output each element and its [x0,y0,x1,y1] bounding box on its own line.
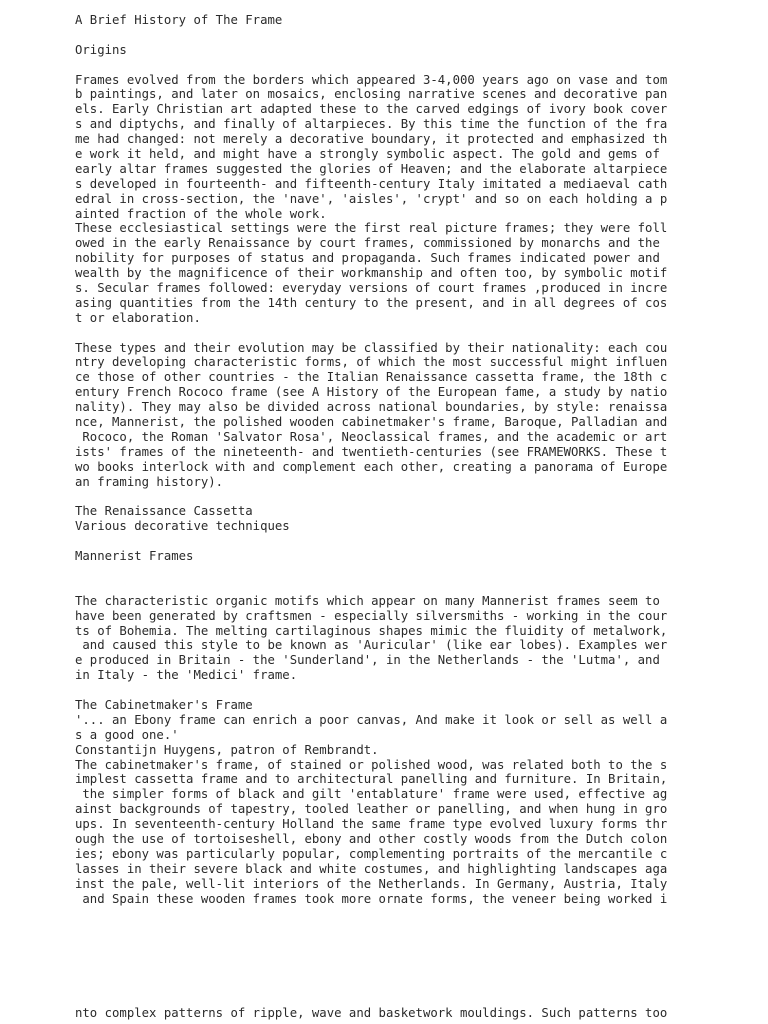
text-line: s developed in fourteenth- and fifteenth-century Italy imitated a mediaeval cath [75,176,668,191]
text-line: nobility for purposes of status and propaganda. Such frames indicated power and [75,251,660,266]
continued-text-line: nto complex patterns of ripple, wave and basketwork mouldings. Such patterns too [75,1006,668,1020]
text-line: e work it held, and might have a strongly symbolic aspect. The gold and gems of [75,147,660,162]
text-line: Mannerist Frames [75,549,194,564]
text-line: ies; ebony was particularly popular, complementing portraits of the mercantile c [75,846,668,861]
text-line: s a good one.' [75,727,179,742]
blank-line [75,58,695,73]
text-line: The cabinetmaker's frame, of stained or polished wood, was related both to the s [75,757,668,772]
text-line: b paintings, and later on mosaics, enclosing narrative scenes and decorative pan [75,87,668,102]
text-line: wo books interlock with and complement each other, creating a panorama of Europe [75,459,668,474]
text-line: lasses in their severe black and white costumes, and highlighting landscapes aga [75,861,668,876]
text-line: ce those of other countries - the Italian Renaissance cassetta frame, the 18th c [75,370,668,385]
text-line: The Cabinetmaker's Frame [75,697,253,712]
text-line: have been generated by craftsmen - especially silversmiths - working in the cour [75,608,668,623]
blank-line [75,28,695,43]
text-line: ts of Bohemia. The melting cartilaginous shapes mimic the fluidity of metalwork, [75,623,668,638]
blank-line [75,564,695,579]
text-line: Origins [75,42,127,57]
text-line: an framing history). [75,474,224,489]
text-line: ntry developing characteristic forms, of which the most successful might influen [75,355,668,370]
text-line: implest cassetta frame and to architectural panelling and furniture. In Britain, [75,772,668,787]
text-line: s. Secular frames followed: everyday versions of court frames ,produced in incre [75,281,668,296]
text-line: owed in the early Renaissance by court frames, commissioned by monarchs and the [75,236,660,251]
text-line: entury French Rococo frame (see A History of the European fame, a study by natio [75,385,668,400]
text-line: A Brief History of The Frame [75,13,283,27]
text-line: edral in cross-section, the 'nave', 'aisles', 'crypt' and so on each holding a p [75,191,668,206]
text-line: Various decorative techniques [75,519,290,534]
text-line: early altar frames suggested the glories of Heaven; and the elaborate altarpiece [75,161,668,176]
text-line: e produced in Britain - the 'Sunderland', in the Netherlands - the 'Lutma', and [75,653,660,668]
text-line: Constantijn Huygens, patron of Rembrandt. [75,742,379,757]
blank-line [75,579,695,594]
blank-line [75,490,695,505]
text-line: '... an Ebony frame can enrich a poor canvas, And make it look or sell as well a [75,712,668,727]
text-line: nality). They may also be divided across national boundaries, by style: renaissa [75,400,668,415]
text-line: ough the use of tortoiseshell, ebony and other costly woods from the Dutch colon [75,831,668,846]
text-line: wealth by the magnificence of their workmanship and often too, by symbolic motif [75,266,668,281]
text-line: nce, Mannerist, the polished wooden cabinetmaker's frame, Baroque, Palladian and [75,415,668,430]
text-line: The characteristic organic motifs which appear on many Mannerist frames seem to [75,593,660,608]
document-body [75,13,695,906]
text-line: t or elaboration. [75,310,201,325]
text-line: and Spain these wooden frames took more ornate forms, the veneer being worked i [75,891,668,906]
text-line: me had changed: not merely a decorative boundary, it protected and emphasized th [75,132,668,147]
text-line: These ecclesiastical settings were the first real picture frames; they were foll [75,221,668,236]
blank-line [75,326,695,341]
blank-line [75,683,695,698]
text-line: els. Early Christian art adapted these to the carved edgings of ivory book cover [75,102,668,117]
text-line: and caused this style to be known as 'Auricular' (like ear lobes). Examples wer [75,638,668,653]
text-line: Rococo, the Roman 'Salvator Rosa', Neoclassical frames, and the academic or art [75,429,668,444]
text-line: inst the pale, well-lit interiors of the Netherlands. In Germany, Austria, Italy [75,876,668,891]
text-line: ainst backgrounds of tapestry, tooled leather or panelling, and when hung in gro [75,802,668,817]
text-line: s and diptychs, and finally of altarpieces. By this time the function of the fra [75,117,668,132]
text-line: ists' frames of the nineteenth- and twentieth-centuries (see FRAMEWORKS. These t [75,444,668,459]
text-line: Frames evolved from the borders which appeared 3-4,000 years ago on vase and tom [75,72,668,87]
text-line: the simpler forms of black and gilt 'entablature' frame were used, effective ag [75,787,668,802]
text-line: ainted fraction of the whole work. [75,206,327,221]
text-line: in Italy - the 'Medici' frame. [75,668,298,683]
blank-line [75,534,695,549]
text-line: ups. In seventeenth-century Holland the same frame type evolved luxury forms thr [75,817,668,832]
text-line: The Renaissance Cassetta [75,504,253,519]
text-line: These types and their evolution may be classified by their nationality: each cou [75,340,668,355]
text-line: asing quantities from the 14th century to the present, and in all degrees of cos [75,295,668,310]
